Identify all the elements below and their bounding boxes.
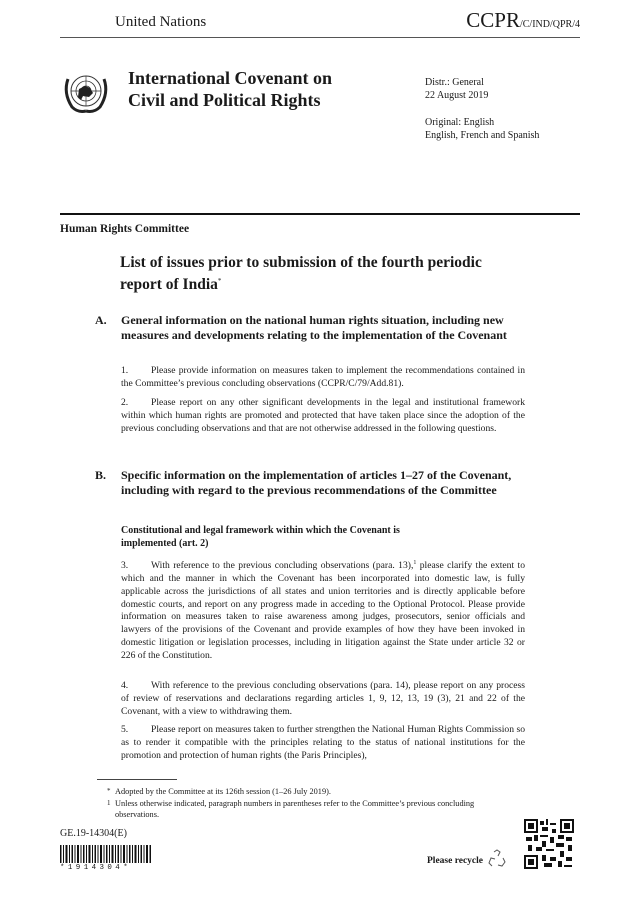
paragraph-number: 4. <box>121 680 129 691</box>
paragraph-1 <box>121 365 525 391</box>
organization-name: United Nations <box>115 14 207 30</box>
paragraph-3 <box>121 557 525 663</box>
paragraph-number: 1. <box>121 365 129 376</box>
title-rule <box>60 213 580 215</box>
issue-date: 22 August 2019 <box>425 90 489 101</box>
document-title-line1: List of issues prior to submission of the fourth periodic <box>120 254 482 271</box>
paragraph-number: 2. <box>121 397 129 408</box>
paragraph-2 <box>121 397 525 435</box>
section-b-heading <box>95 468 545 497</box>
document-symbol <box>466 8 580 33</box>
recycle-label: Please recycle <box>427 856 483 866</box>
footnote-text: Unless otherwise indicated, paragraph numbers in parentheses refer to the Committee’s previous concluding observations. <box>115 799 475 819</box>
footnote-ref[interactable]: 1 <box>413 560 417 566</box>
qr-code-icon <box>524 819 574 869</box>
document-title <box>120 254 520 294</box>
barcode-icon <box>60 845 152 863</box>
footnote-star <box>107 786 515 797</box>
paragraph-text: Please provide information on measures taken to implement the recommendations contained in the Committee’s previous concluding observations (CCPR/C/79/Add.81). <box>121 365 525 389</box>
document-title-line2: report of India <box>120 276 218 294</box>
symbol-main: CCPR <box>466 8 520 32</box>
footnote-ref[interactable]: * <box>217 277 222 285</box>
paragraph-text: With reference to the previous concluding observations (para. 13), <box>151 560 414 572</box>
recycle-icon <box>486 848 508 870</box>
paragraph-text: With reference to the previous concluding observations (para. 14), please report on any process of review of reservations and declarations regarding articles 1, 9, 12, 13, 19 (3), 21 and 22 of the Covenant, with a view to withdrawing them. <box>121 680 525 717</box>
symbol-suffix: /C/IND/QPR/4 <box>519 19 580 30</box>
section-heading-text: General information on the national human rights situation, including new measures and developments relating to the implementation of the Covenant <box>121 313 507 342</box>
section-heading-text: Specific information on the implementation of articles 1–27 of the Covenant, including with regard to the previous recommendations of the Committee <box>121 468 512 497</box>
original-language: Original: English <box>425 117 495 128</box>
languages: English, French and Spanish <box>425 130 540 141</box>
footnote-1 <box>107 798 515 820</box>
section-label: A. <box>95 313 107 327</box>
footnote-mark: * <box>107 787 111 795</box>
paragraph-text-cont: please clarify the extent to which and the manner in which the Covenant has been incorporated into domestic law, is fully applicable across the jurisdictions of all states and union territories and is directly applicable before domestic courts, and report on any progress made in acceding to the Optional Protocol. Please provide information on measures taken to raise awareness among judges, prosecutors, senior officials and lawyers of the provisions of the Covenant and provide examples of how they have been invoked in domestic litigation or legislation processes, including in litigation against the State under article 32 or 226 of the Constitution. <box>121 560 525 661</box>
treaty-title <box>128 67 332 111</box>
paragraph-4 <box>121 680 525 718</box>
distribution: Distr.: General <box>425 77 484 88</box>
barcode-number: *1914304* <box>60 864 132 872</box>
un-emblem-icon <box>60 67 112 117</box>
treaty-title-line1: International Covenant on <box>128 68 333 88</box>
subsection-heading: Constitutional and legal framework within which the Covenant is implemented (art. 2) <box>121 525 400 549</box>
treaty-title-line2: Civil and Political Rights <box>128 90 321 110</box>
committee-name: Human Rights Committee <box>60 223 190 235</box>
footnote-rule <box>97 779 177 780</box>
distribution-block <box>425 76 488 102</box>
section-label: B. <box>95 468 107 482</box>
footnote-mark: 1 <box>107 799 111 807</box>
paragraph-number: 5. <box>121 724 129 735</box>
footnote-text: Adopted by the Committee at its 126th session (1–26 July 2019). <box>115 787 331 796</box>
paragraph-text: Please report on measures taken to further strengthen the National Human Rights Commission so as to render it compatible with the principles relating to the status of national institutions for the promotion and protection of human rights (the Paris Principles), <box>121 724 525 761</box>
language-block <box>425 116 539 142</box>
paragraph-5 <box>121 724 525 762</box>
section-a-heading <box>95 313 545 342</box>
job-number: GE.19-14304(E) <box>60 828 127 839</box>
header-rule <box>60 37 580 38</box>
paragraph-number: 3. <box>121 560 129 572</box>
paragraph-text: Please report on any other significant developments in the legal and institutional framework within which human rights are promoted and protected that have taken place since the adoption of the previous concluding observations and that are not otherwise addressed in the following questions. <box>121 397 525 434</box>
